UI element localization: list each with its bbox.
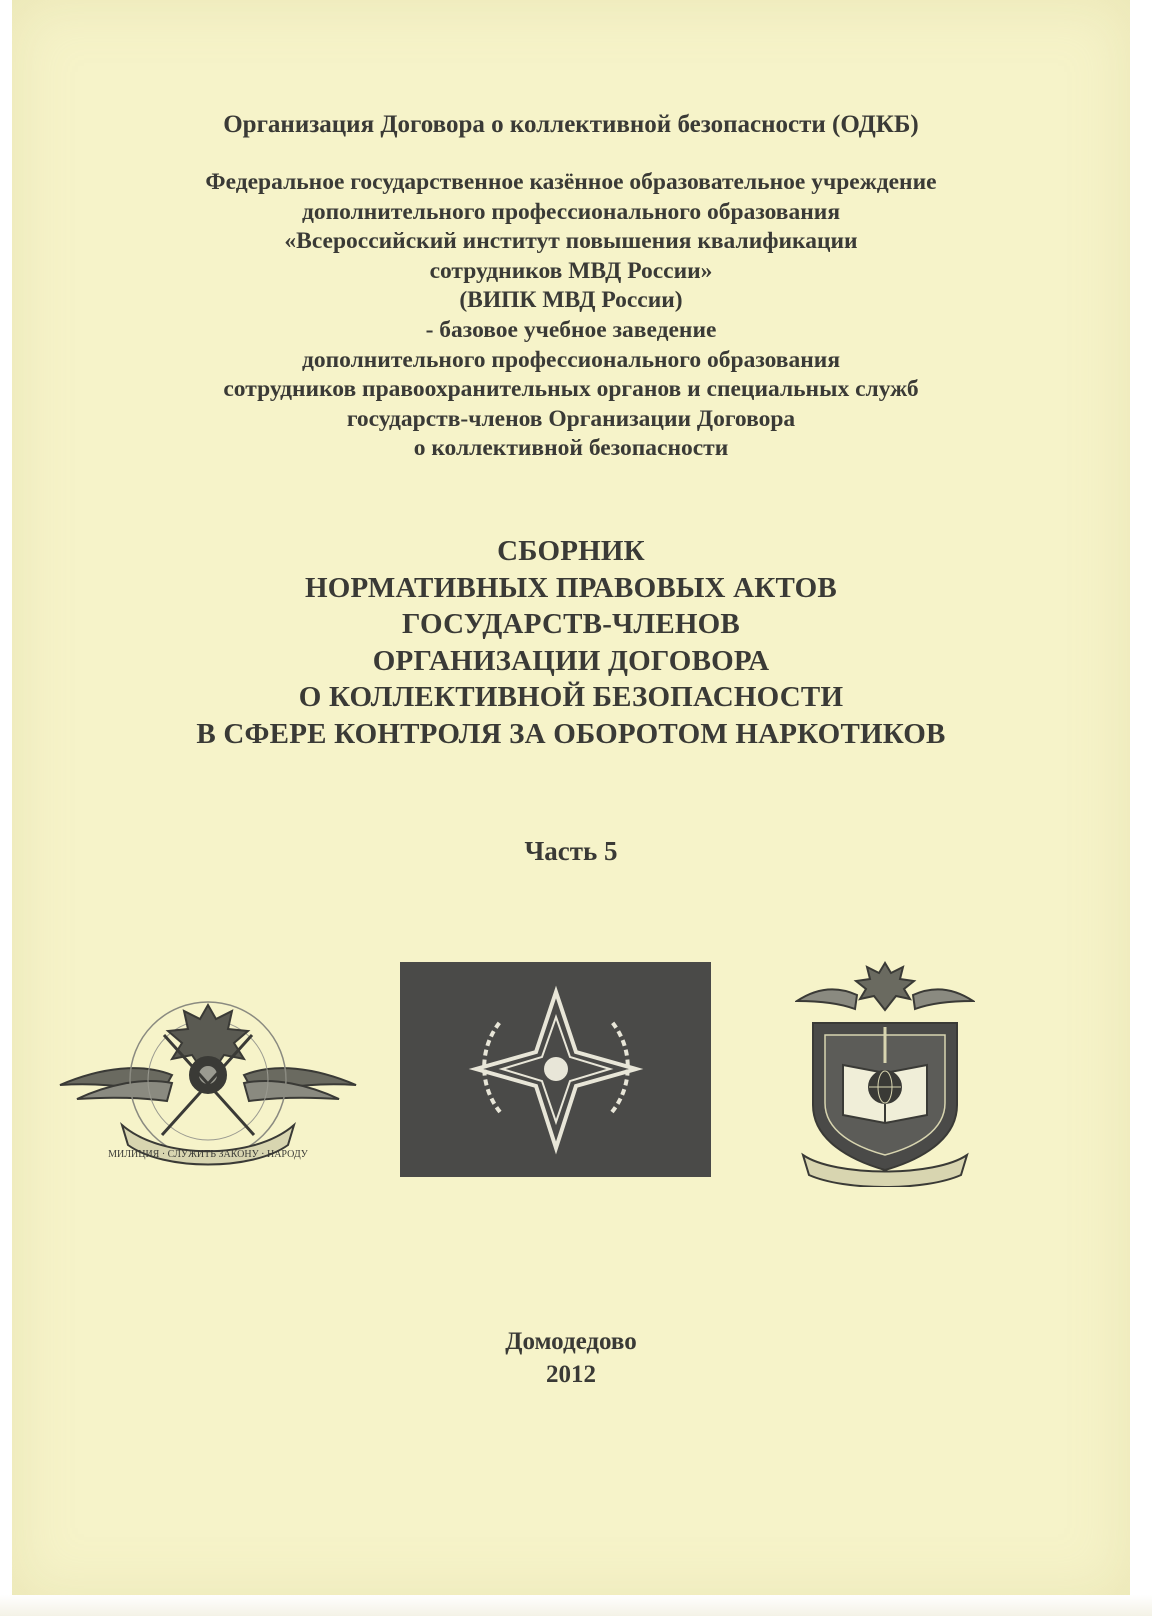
title-line: НОРМАТИВНЫХ ПРАВОВЫХ АКТОВ bbox=[305, 571, 837, 604]
institution-line: сотрудников МВД России» bbox=[429, 257, 713, 284]
csto-flag-star-icon bbox=[400, 962, 711, 1177]
title-line: О КОЛЛЕКТИВНОЙ БЕЗОПАСНОСТИ bbox=[298, 681, 844, 713]
organization-name: Организация Договора о коллективной безопасности (ОДКБ) bbox=[223, 111, 919, 138]
title-line: ОРГАНИЗАЦИИ ДОГОВОРА bbox=[372, 644, 770, 677]
institution-line: о коллективной безопасности bbox=[413, 435, 729, 462]
imprint-year: 2012 bbox=[546, 1361, 596, 1388]
institution-line: сотрудников правоохранительных органов и специальных служб bbox=[223, 376, 919, 403]
institution-line: дополнительного профессионального образования bbox=[301, 198, 841, 225]
institute-shield-emblem-icon bbox=[795, 955, 975, 1187]
mvd-eagle-emblem-icon bbox=[52, 975, 364, 1175]
institution-line: «Всероссийский институт повышения квалификации bbox=[284, 228, 858, 255]
book-cover bbox=[12, 0, 1130, 1600]
title-line: В СФЕРЕ КОНТРОЛЯ ЗА ОБОРОТОМ НАРКОТИКОВ bbox=[196, 717, 946, 750]
institution-line: дополнительного профессионального образования bbox=[301, 346, 841, 373]
institution-line: - базовое учебное заведение bbox=[425, 316, 717, 343]
title-line: ГОСУДАРСТВ-ЧЛЕНОВ bbox=[402, 608, 740, 640]
imprint-city: Домодедово bbox=[505, 1328, 637, 1355]
title-line: СБОРНИК bbox=[497, 535, 645, 567]
institution-line: (ВИПК МВД России) bbox=[459, 287, 683, 314]
institution-line: государств-членов Организации Договора bbox=[346, 405, 796, 432]
imprint bbox=[12, 1325, 1130, 1391]
scan-margin bbox=[0, 1595, 1152, 1616]
emblem-motto: МИЛИЦИЯ · СЛУЖИТЬ ЗАКОНУ · НАРОДУ bbox=[108, 1149, 308, 1160]
part-number: Часть 5 bbox=[524, 836, 618, 866]
document-title bbox=[12, 533, 1130, 752]
institution-line: Федеральное государственное казённое образовательное учреждение bbox=[205, 169, 937, 195]
institution-block bbox=[12, 168, 1130, 464]
